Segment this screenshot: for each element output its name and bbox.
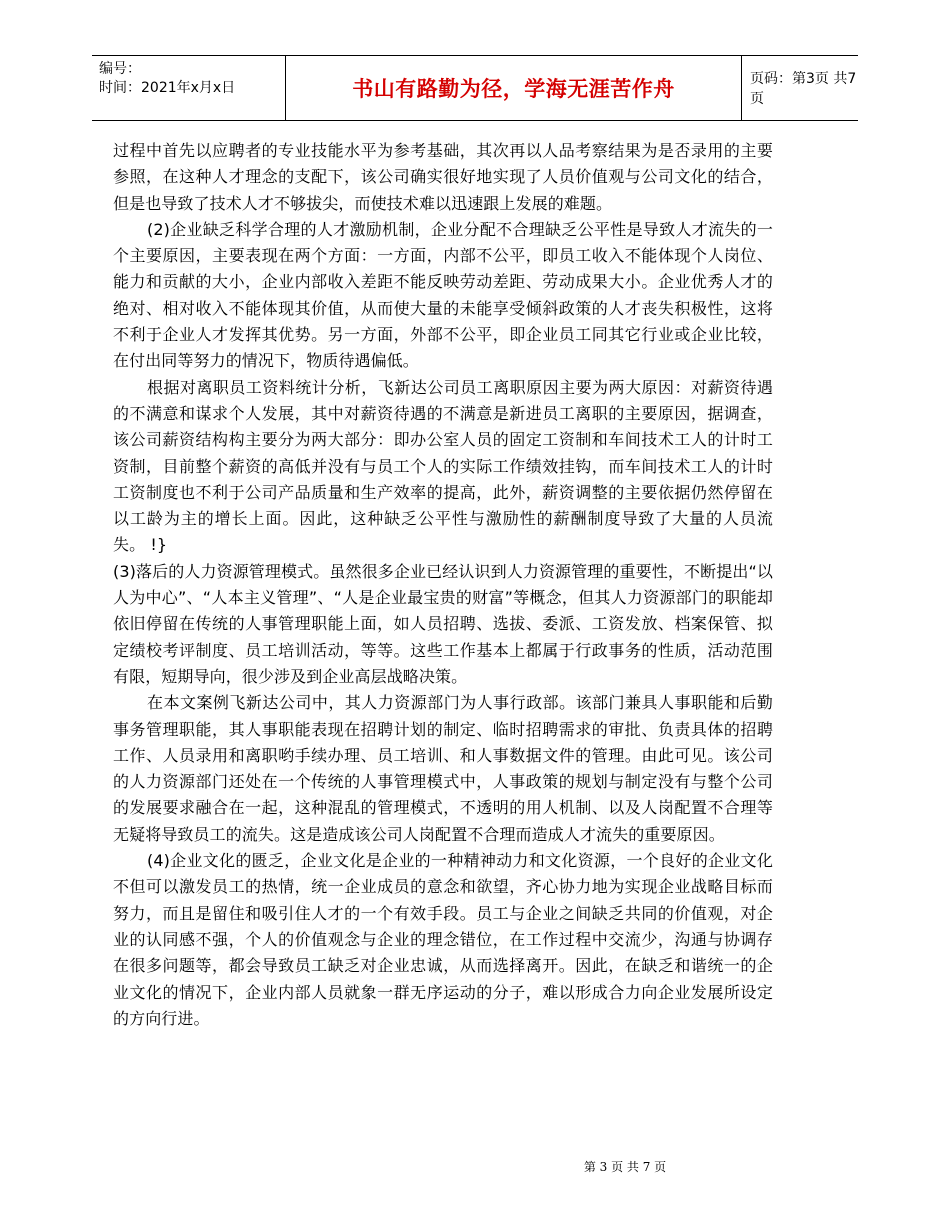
header-page-info: 页码：第3页 共7页 <box>750 71 857 107</box>
document-date: 时间：2021年x月x日 <box>99 80 236 96</box>
page-footer: 第 3 页 共 7 页 <box>583 1160 667 1174</box>
body-paragraph: 过程中首先以应聘者的专业技能水平为参考基础，其次再以人品考察结果为是否录用的主要参照，在这种人才理念的支配下，该公司确实很好地实现了人员价值观与公司文化的结合，但是也导致了技术人才不够拔尖，而使技术难以迅速跟上发展的难题。 <box>113 141 773 213</box>
body-paragraph: (2)企业缺乏科学合理的人才激励机制，企业分配不合理缺乏公平性是导致人才流失的一个主要原因，主要表现在两个方面：一方面，内部不公平，即员工收入不能体现个人岗位、能力和贡献的大小，企业内部收入差距不能反映劳动差距、劳动成果大小。企业优秀人才的绝对、相对收入不能体现其价值，从而使大量的未能享受倾斜政策的人才丧失积极性，这将不利于企业人才发挥其优势。另一方面，外部不公平，即企业员工同其它行业或企业比较，在付出同等努力的情况下，物质待遇偏低。 <box>113 219 773 371</box>
document-body <box>113 138 773 1032</box>
page-header <box>92 55 858 121</box>
body-paragraph: (4)企业文化的匮乏，企业文化是企业的一种精神动力和文化资源，一个良好的企业文化不但可以激发员工的热情，统一企业成员的意念和欲望，齐心协力地为实现企业战略目标而努力，而且是留住和吸引住人才的一个有效手段。员工与企业之间缺乏共同的价值观，对企业的认同感不强，个人的价值观念与企业的理念错位，在工作过程中交流少，沟通与协调存在很多问题等，都会导致员工缺乏对企业忠诚，从而选择离开。因此，在缺乏和谐统一的企业文化的情况下，企业内部人员就象一群无序运动的分子，难以形成合力向企业发展所设定的方向行进。 <box>113 851 773 1028</box>
document-number-label: 编号： <box>99 61 141 77</box>
header-motto: 书山有路勤为径，学海无涯苦作舟 <box>285 56 742 120</box>
body-paragraph: (3)落后的人力资源管理模式。虽然很多企业已经认识到人力资源管理的重要性，不断提出“以人为中心”、“人本主义管理”、“人是企业最宝贵的财富”等概念，但其人力资源部门的职能却依旧停留在传统的人事管理职能上面，如人员招聘、选拔、委派、工资发放、档案保管、拟定绩校考评制度、员工培训活动，等等。这些工作基本上都属于行政事务的性质，活动范围有限，短期导向，很少涉及到企业高层战略决策。 <box>113 561 773 686</box>
body-paragraph: 根据对离职员工资料统计分析，飞新达公司员工离职原因主要为两大原因：对薪资待遇的不满意和谋求个人发展，其中对薪资待遇的不满意是新进员工离职的主要原因，据调查，该公司薪资结构构主要分为两大部分：即办公室人员的固定工资制和车间技术工人的计时工资制，目前整个薪资的高低并没有与员工个人的实际工作绩效挂钩，而车间技术工人的计时工资制度也不利于公司产品质量和生产效率的提高，此外，薪资调整的主要依据仍然停留在以工龄为主的增长上面。因此，这种缺乏公平性与激励性的薪酬制度导致了大量的人员流失。 !} <box>113 377 773 555</box>
header-meta <box>92 56 285 120</box>
body-paragraph: 在本文案例飞新达公司中，其人力资源部门为人事行政部。该部门兼具人事职能和后勤事务管理职能，其人事职能表现在招聘计划的制定、临时招聘需求的审批、负责具体的招聘工作、人员录用和离职哟手续办理、员工培训、和人事数据文件的管理。由此可见。该公司的人力资源部门还处在一个传统的人事管理模式中，人事政策的规划与制定没有与整个公司的发展要求融合在一起，这种混乱的管理模式，不透明的用人机制、以及人岗配置不合理等无疑将导致员工的流失。这是造成该公司人岗配置不合理而造成人才流失的重要原因。 <box>113 693 773 844</box>
